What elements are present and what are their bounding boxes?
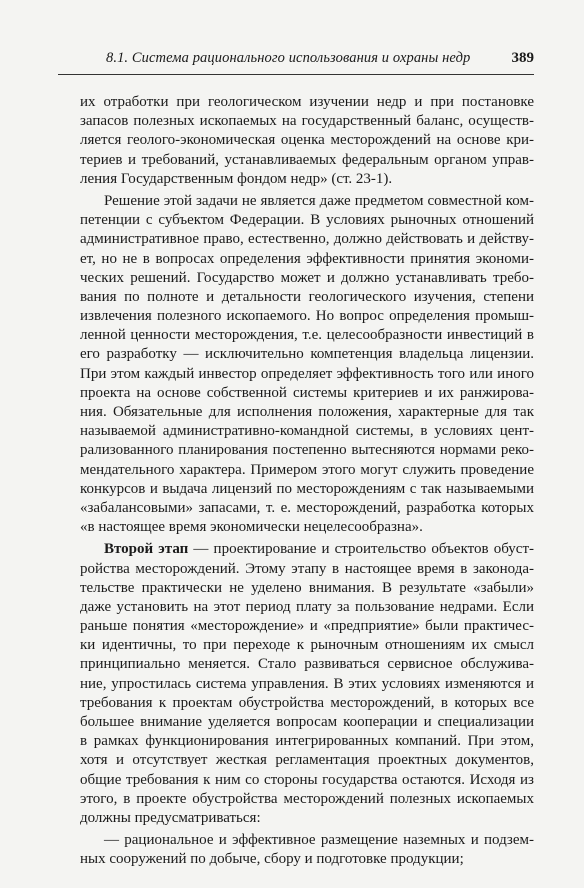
text-line: ки идентичны, то при переходе к рыночным отношениям их смысл [80, 637, 534, 654]
text-line: ет, но не в вопросах определения эффективности принятия экономи- [80, 250, 534, 267]
text-line: тельстве практически не уделено внимания. В результате «забыли» [80, 579, 534, 596]
text-line: называемой административно-командной системы, в условиях цент- [80, 423, 534, 440]
text-line: принципиально меняется. Стало развиваться сервисное обслужива- [80, 656, 534, 673]
page-number: 389 [511, 50, 534, 66]
text-line: должны предусматриваться: [80, 809, 261, 826]
running-title: 8.1. Система рационального использования и охраны недр [106, 50, 471, 66]
text-line: проекта на основе собственной системы критериев и их ранжирова- [80, 384, 534, 401]
text-line: его разработку — исключительно компетенция владельца лицензии. [80, 346, 534, 363]
text-line: ляется геолого-экономическая оценка месторождений на основе кри- [80, 132, 534, 149]
text-line: требования к проектам обустройства месторождений, в которых все [80, 694, 534, 711]
text-line: ния. Обязательные для исполнения положения, характерные для так [80, 404, 534, 420]
text-line: мендательного характера. Примером этого могут служить проведение [80, 461, 534, 478]
text-line: ние, упростилась система управления. В этих условиях изменяются и [80, 675, 534, 692]
text-line: ленной ценности месторождения, т.е. целесообразности инвестиций в [80, 327, 534, 344]
text-line: общие требования к ним со стороны государства остаются. Исходя из [80, 771, 534, 788]
body-text [80, 93, 534, 870]
text-line: их отработки при геологическом изучении недр и при постановке [80, 94, 534, 110]
text-line: рализованного планирования постепенно вытесняются нормами реко- [80, 442, 534, 459]
text-line: «в настоящее время экономически нецелесообразна». [80, 519, 423, 536]
text-line: териев и требований, устанавливаемых федеральным органом управ- [80, 151, 534, 168]
text-line: ройства месторождений. Этому этапу в настоящее время в законода- [80, 560, 534, 577]
text-line: петенции с субъектом Федерации. В условиях рыночных отношений [80, 212, 534, 229]
bold-lead: Второй этап [104, 541, 189, 558]
text-line: извлечения полезного ископаемого. Но вопрос определения промыш- [80, 308, 534, 325]
text-line: Второй этап — проектирование и строительство объектов обуст- [104, 541, 534, 558]
text-line: конкурсов и выдача лицензий по месторождениям с так называемыми [80, 480, 534, 497]
paragraph [80, 831, 534, 869]
text-line: хотя и отсутствует жесткая регламентация проектных документов, [80, 752, 534, 769]
text-line: ческих решений. Государство может и должно устанавливать требо- [80, 269, 534, 286]
text-line: даже установить на этот период плату за пользование недрами. Если [80, 598, 534, 615]
paragraph [80, 540, 534, 828]
text-line: — рациональное и эффективное размещение наземных и подзем- [104, 832, 534, 849]
header-rule [58, 74, 534, 75]
text-line: ных сооружений по добыче, сбору и подготовке продукции; [80, 851, 464, 868]
text-line: ления Государственным фондом недр» (ст. 23-1). [80, 170, 393, 187]
text-line: административное право, естественно, должно действовать и действу- [80, 231, 534, 248]
text-line: При этом каждый инвестор определяет эффективность того или иного [80, 365, 534, 382]
running-header [58, 50, 534, 70]
paragraph [80, 93, 534, 189]
text-line: запасов полезных ископаемых на государственный баланс, осуществ- [80, 113, 534, 130]
text-line: большее внимание уделяется вопросам кооперации и специализации [80, 714, 534, 730]
text-line: «забалансовыми» запасами, т. е. месторождений, разработка которых [80, 499, 534, 516]
text-line: этого, в проекте обустройства месторождений полезных ископаемых [80, 790, 534, 807]
text-line: вания по полноте и детальности геологического изучения, степени [80, 288, 534, 305]
text-line: в рамках функционирования интегрированных компаний. При этом, [80, 733, 534, 750]
paragraph [80, 192, 534, 537]
text-line: Решение этой задачи не является даже предметом совместной ком- [104, 192, 534, 209]
text-line: раньше понятия «месторождение» и «предприятие» были практичес- [80, 618, 534, 635]
